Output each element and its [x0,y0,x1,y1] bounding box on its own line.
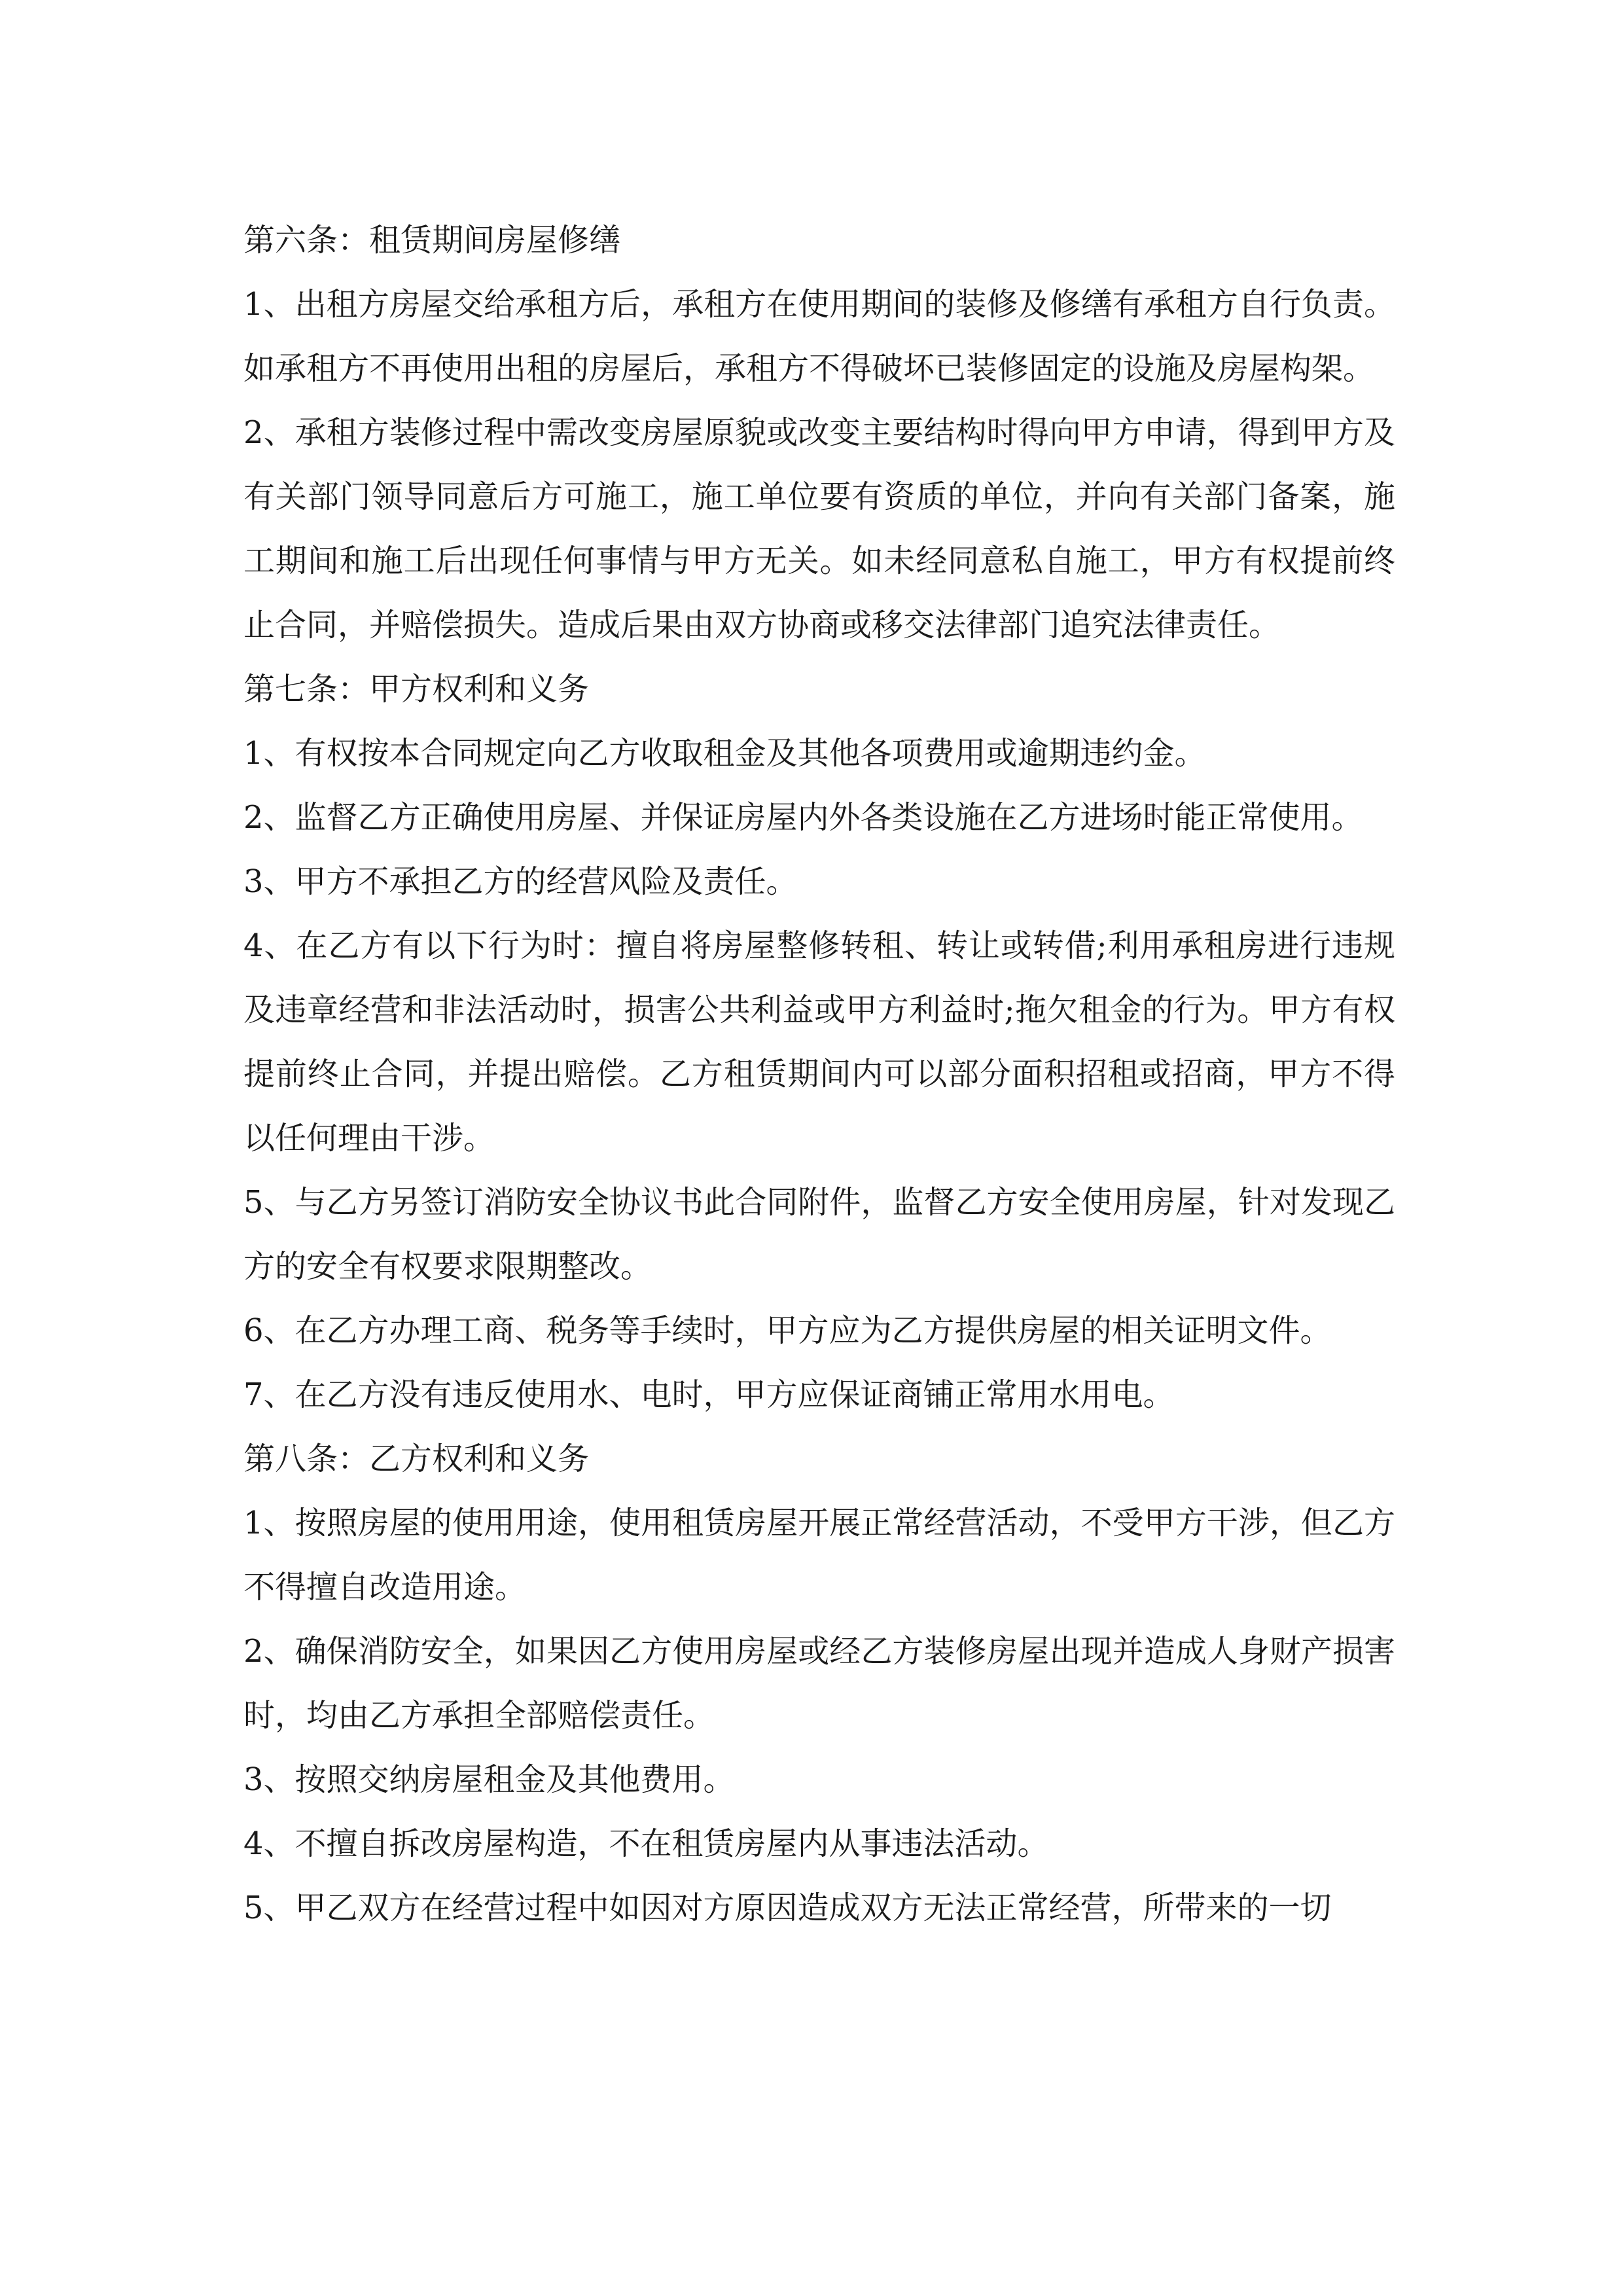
article-7-heading: 第七条：甲方权利和义务 [243,671,590,708]
document-body [243,208,1395,1940]
article-7-clause-4: 4、在乙方有以下行为时：擅自将房屋整修转租、转让或转借;利用承租房进行违规及违章经营和非法活动时，损害公共利益或甲方利益时;拖欠租金的行为。甲方有权提前终止合同，并提出赔偿。乙方租赁期间内可以部分面积招租或招商，甲方不得以任何理由干涉。 [243,927,1395,1157]
article-7-clause-7: 7、在乙方没有违反使用水、电时，甲方应保证商铺正常用水用电。 [243,1376,1175,1413]
article-7-clause-3: 3、甲方不承担乙方的经营风险及责任。 [243,863,798,900]
article-7-clause-5: 5、与乙方另签订消防安全协议书此合同附件，监督乙方安全使用房屋，针对发现乙方的安全有权要求限期整改。 [243,1184,1395,1285]
article-8-heading: 第八条：乙方权利和义务 [243,1441,590,1477]
article-6-clause-1: 1、出租方房屋交给承租方后，承租方在使用期间的装修及修缮有承租方自行负责。如承租方不再使用出租的房屋后，承租方不得破坏已装修固定的设施及房屋构架。 [243,286,1395,387]
article-8-clause-3: 3、按照交纳房屋租金及其他费用。 [243,1761,735,1798]
article-7-clause-2: 2、监督乙方正确使用房屋、并保证房屋内外各类设施在乙方进场时能正常使用。 [243,799,1363,836]
article-6-clause-2: 2、承租方装修过程中需改变房屋原貌或改变主要结构时得向甲方申请，得到甲方及有关部门领导同意后方可施工，施工单位要有资质的单位，并向有关部门备案，施工期间和施工后出现任何事情与甲方无关。如未经同意私自施工，甲方有权提前终止合同，并赔偿损失。造成后果由双方协商或移交法律部门追究法律责任。 [243,414,1395,643]
article-7-clause-6: 6、在乙方办理工商、税务等手续时，甲方应为乙方提供房屋的相关证明文件。 [243,1312,1332,1349]
article-6-heading: 第六条：租赁期间房屋修缮 [243,222,621,259]
article-8-clause-1: 1、按照房屋的使用用途，使用租赁房屋开展正常经营活动，不受甲方干涉，但乙方不得擅自改造用途。 [243,1505,1395,1605]
article-8-clause-2: 2、确保消防安全，如果因乙方使用房屋或经乙方装修房屋出现并造成人身财产损害时，均由乙方承担全部赔偿责任。 [243,1633,1395,1734]
article-8-clause-5: 5、甲乙双方在经营过程中如因对方原因造成双方无法正常经营，所带来的一切 [243,1890,1332,1926]
article-7-clause-1: 1、有权按本合同规定向乙方收取租金及其他各项费用或逾期违约金。 [243,735,1206,772]
article-8-clause-4: 4、不擅自拆改房屋构造，不在租赁房屋内从事违法活动。 [243,1825,1049,1862]
